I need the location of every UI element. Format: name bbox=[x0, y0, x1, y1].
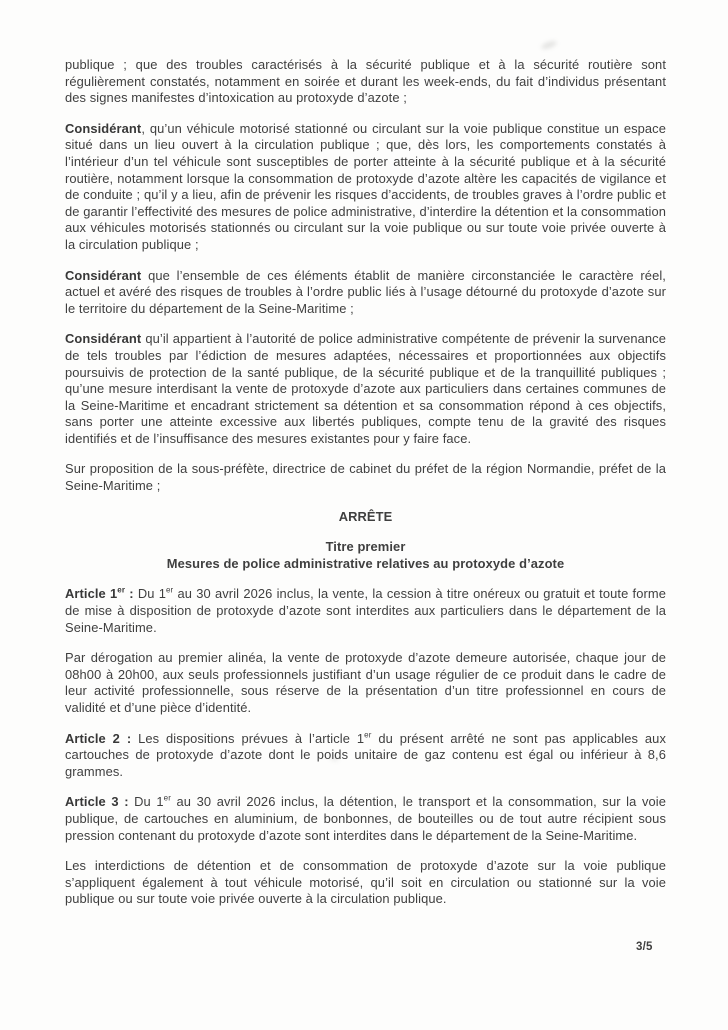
paragraph: Les interdictions de détention et de consommation de protoxyde d’azote sur la voie publique s’appliquent également à tout véhicule motorisé, qu’il soit en circulation ou stationné sur la voie publique ou sur toute voie privée ouverte à la circulation publique. bbox=[65, 858, 666, 907]
paragraph: Article 2 : Les dispositions prévues à l’article 1er du présent arrêté ne sont pas applicables aux cartouches de protoxyde d’azote dont le poids unitaire de gaz contenu est égal ou inférieur à 8,6 grammes. bbox=[65, 730, 666, 779]
page-number: 3/5 bbox=[636, 941, 653, 953]
heading: ARRÊTE bbox=[338, 508, 393, 524]
paragraph-lead: Considérant bbox=[65, 267, 142, 283]
paragraph: Article 1er : Du 1er au 30 avril 2026 inclus, la vente, la cession à titre onéreux ou gratuit et toute forme de mise à disposition de protoxyde d’azote sont interdites aux particuliers dans le département de la Seine-Maritime. bbox=[65, 586, 666, 635]
paragraph: publique ; que des troubles caractérisés à la sécurité publique et à la sécurité routière sont régulièrement constatés, notamment en soirée et durant les week-ends, du fait d’individus présentant des signes manifestes d’intoxication au protoxyde d’azote ; bbox=[65, 57, 666, 106]
paragraph-lead: Article 1er : bbox=[65, 586, 134, 602]
paragraph: Article 3 : Du 1er au 30 avril 2026 inclus, la détention, le transport et la consommation, sur la voie publique, de cartouches en aluminium, de bonbonnes, de bouteilles ou de tout autre récipient sous pression contenant du protoxyde d’azote sont interdites dans le département de la Seine-Maritime. bbox=[65, 794, 666, 843]
paragraph-lead: Considérant bbox=[65, 120, 142, 136]
paragraph: Sur proposition de la sous-préfète, directrice de cabinet du préfet de la région Normandie, préfet de la Seine-Maritime ; bbox=[65, 461, 666, 494]
paragraph-lead: Article 3 : bbox=[65, 794, 129, 810]
scan-smudge bbox=[540, 39, 557, 50]
paragraph: Considérant que l’ensemble de ces éléments établit de manière circonstanciée le caractère réel, actuel et avéré des risques de troubles à l’ordre public liés à l’usage détourné du protoxyde d’azote sur le territoire du département de la Seine-Maritime ; bbox=[65, 267, 666, 316]
paragraph: Par dérogation au premier alinéa, la vente de protoxyde d’azote demeure autorisée, chaque jour de 08h00 à 20h00, aux seuls professionnels justifiant d’un usage régulier de ce produit dans le cadre de leur activité professionnelle, sous réserve de la présentation d’un titre professionnel en cours de validité et d’une pièce d’identité. bbox=[65, 650, 666, 715]
paragraph-lead: Considérant bbox=[65, 331, 142, 347]
paragraph: Considérant qu’il appartient à l’autorité de police administrative compétente de prévenir la survenance de tels troubles par l’édiction de mesures adaptées, nécessaires et proportionnées aux objectifs poursuivis de protection de la santé publique, de la sécurité publique et de la tranquillité publiques ; qu’une mesure interdisant la vente de protoxyde d’azote aux particuliers dans certaines communes de la Seine-Maritime et encadrant strictement sa détention et sa consommation répond à ces objectifs, sans porter une atteinte excessive aux libertés publiques, compte tenu de la gravité des risques identifiés et de l’insuffisance des mesures existantes pour y faire face. bbox=[65, 331, 666, 446]
heading: Mesures de police administrative relatives au protoxyde d’azote bbox=[166, 555, 565, 571]
paragraph-lead: Article 2 : bbox=[65, 730, 132, 746]
document-body bbox=[65, 57, 666, 922]
paragraph: Considérant, qu’un véhicule motorisé stationné ou circulant sur la voie publique constitue un espace situé dans un lieu ouvert à la circulation publique ; que, dès lors, les comportements constatés à l’intérieur d’un tel véhicule sont susceptibles de porter atteinte à la sécurité publique et à la sécurité routière, notamment lorsque la consommation de protoxyde d’azote altère les capacités de vigilance et de conduite ; qu’il y a lieu, afin de prévenir les risques d’accidents, de troubles graves à l’ordre public et de garantir l’effectivité des mesures de police administrative, d’interdire la détention et la consommation aux véhicules motorisés stationnés ou circulant sur la voie publique ou sur toute voie privée ouverte à la circulation publique ; bbox=[65, 120, 666, 252]
heading: Titre premier bbox=[325, 539, 406, 555]
